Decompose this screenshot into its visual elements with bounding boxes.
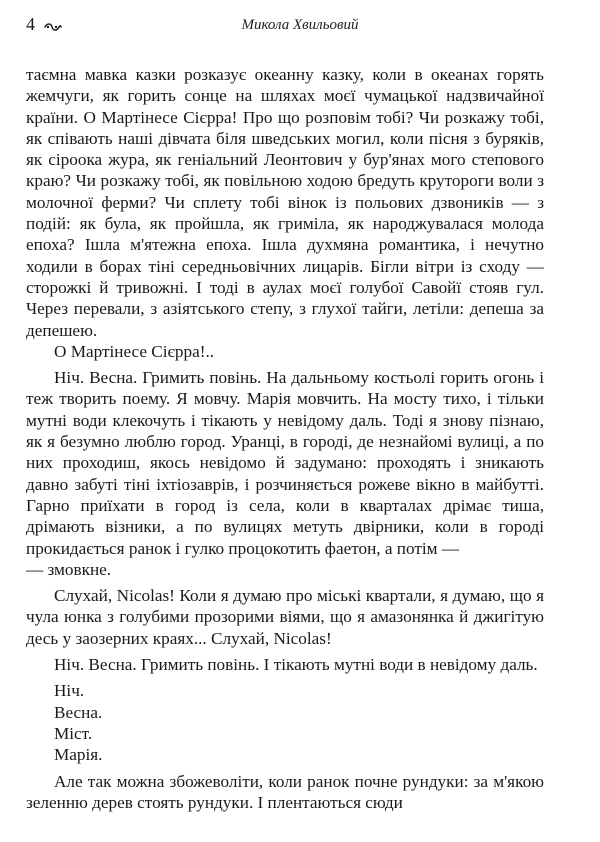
paragraph: таємна мавка казки розказує океанну казку, коли в океанах горять жемчуги, як горить сонце на шляхах моєї чумацької надзвичайної країни. О Мартінесе Сієрра! Про що розповім тобі? Чи розкажу тобі, як співають наші дівчата біля шведських могил, коли пісня з буряків, як сіроока жура, як геніальний Леонтович у бур'янах мого степового краю? Чи розкажу тобі, як повільною ходою бредуть крутороги воли з молочної ферми? Чи сплету тобі вінок із польових дзвоників — з подій: як була, як пройшла, як гриміла, як народжувалася молода епоха? Ішла м'ятежна епоха. Ішла духмяна романтика, і нечутно ходили в борах тіні середньовічних лицарів. Бігли вітри із сходу — сторожкі й тривожні. І тоді в аулах моєї голубої Савойї стояв гул. Через перевали, з азіятського степу, з глухої тайги, летіли: депеша за депешею.	[26, 65, 544, 340]
paragraph: О Мартінесе Сієрра!..	[54, 341, 215, 361]
paragraph: Ніч. Весна. Гримить повінь. І тікають мутні води в невідому даль.	[54, 655, 538, 675]
paragraph: Міст.	[54, 723, 93, 743]
paragraph: Ніч.	[54, 681, 85, 701]
paragraph: Марія.	[54, 745, 103, 765]
paragraph: Слухай, Nicolas! Коли я думаю про міські квартали, я думаю, що я чула юнка з голубими прозорими віями, що я амазонянка й джигітую десь у заозерних краях... Слухай, Nicolas!	[26, 586, 544, 648]
paragraph: — змовкне.	[26, 559, 112, 579]
page-number: 4	[26, 14, 35, 34]
running-head-author: Микола Хвильовий	[241, 17, 359, 33]
page-header	[0, 10, 600, 40]
paragraph: Ніч. Весна. Гримить повінь. На дальньому костьолі горить огонь і теж творить поему. Я мовчу. Марія мовчить. На мосту тихо, і тільки мутні води клекочуть і тікають у невідому даль. Тоді я знову пізнаю, як я безумно люблю город. Уранці, в городі, де незнайомі вулиці, а по них проходиш, якось невідомо й задумано: проходять і зникають давно забуті тіні іхтіозаврів, і розчиняється рожеве вікно в майбутті. Гарно приїхати в город із села, коли в кварталах дрімає тиша, дрімають візники, а по вулицях метуть двірники, коли в городі прокидається ранок і гулко процокотить фаетон, а потім —	[26, 368, 544, 558]
page-body	[26, 64, 544, 813]
paragraph: Але так можна збожеволіти, коли ранок почне рундуки: за м'якою зеленню дерев стоять рундуки. І плентаються сюди	[26, 771, 544, 812]
paragraph: Весна.	[54, 702, 103, 722]
